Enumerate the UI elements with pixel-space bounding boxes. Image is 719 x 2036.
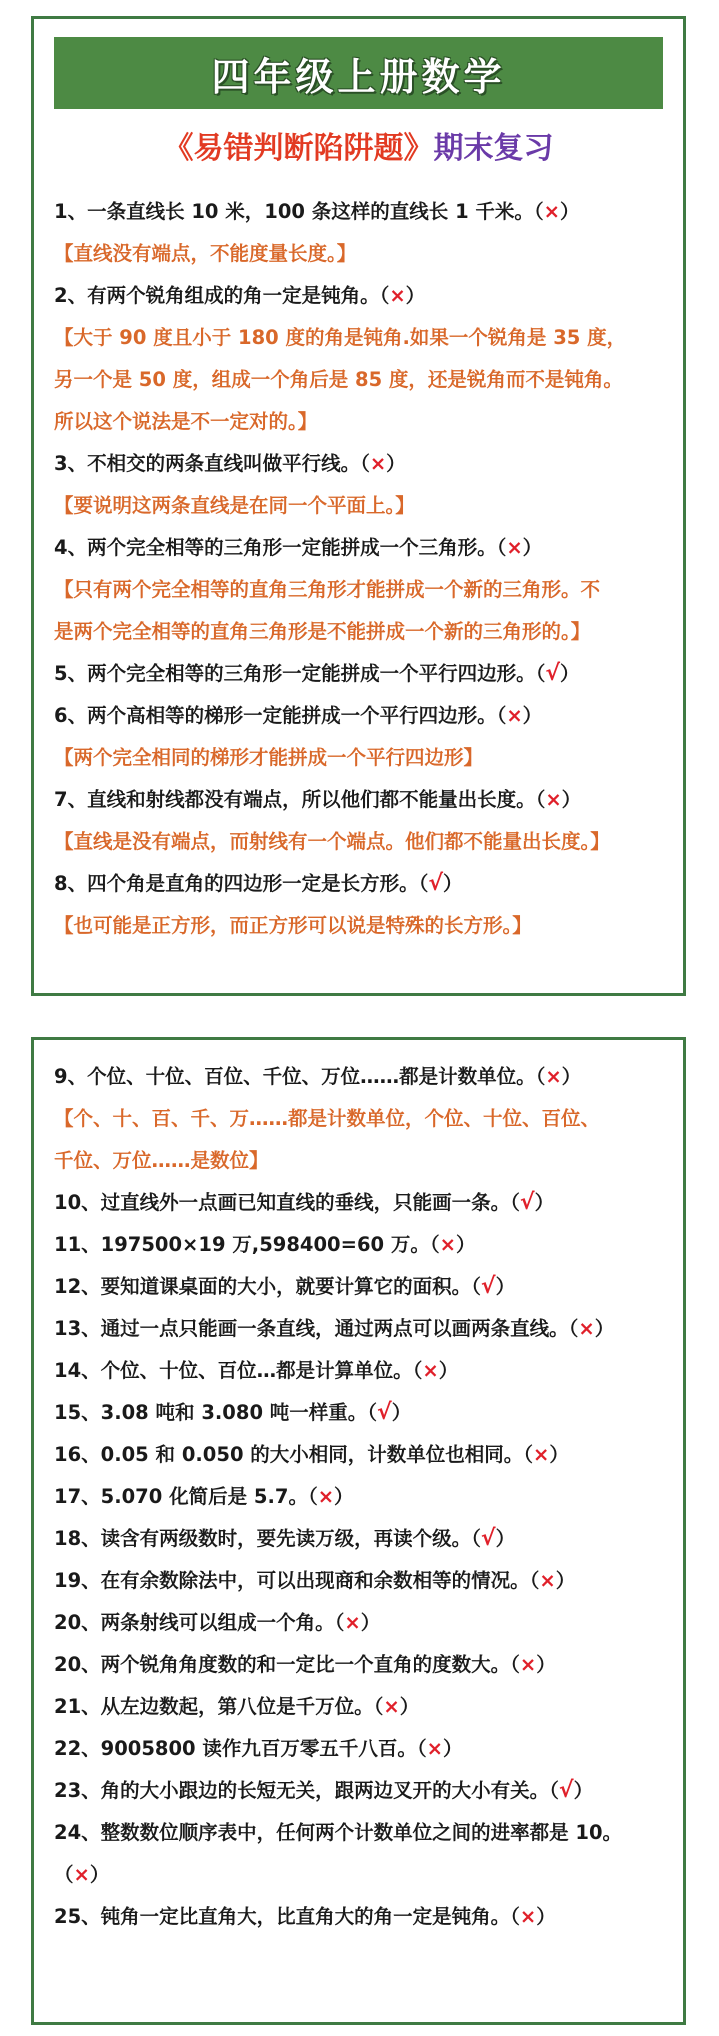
question-line	[54, 1732, 665, 1766]
question-text: 3、不相交的两条直线叫做平行线。（	[54, 452, 370, 475]
question-text: 12、要知道课桌面的大小，就要计算它的面积。（	[54, 1275, 481, 1298]
question-text: 8、四个角是直角的四边形一定是长方形。（	[54, 872, 429, 895]
explanation-line	[54, 321, 665, 355]
check-mark-icon: √	[480, 1274, 496, 1299]
question-text: 20、两个锐角角度数的和一定比一个直角的度数大。（	[54, 1653, 520, 1676]
explanation-line	[54, 363, 665, 397]
question-text: 24、整数数位顺序表中，任何两个计数单位之间的进率都是 10。	[54, 1821, 623, 1844]
cross-mark-icon: ×	[506, 536, 523, 559]
question-text: 20、两条射线可以组成一个角。（	[54, 1611, 345, 1634]
question-text: 22、9005800 读作九百万零五千八百。（	[54, 1737, 427, 1760]
closing-paren: ）	[536, 1653, 556, 1676]
question-text: 11、197500×19 万,598400=60 万。（	[54, 1233, 440, 1256]
question-text: 21、从左边数起，第八位是千万位。（	[54, 1695, 384, 1718]
question-text: 13、通过一点只能画一条直线，通过两点可以画两条直线。（	[54, 1317, 579, 1340]
check-mark-icon: √	[377, 1400, 392, 1425]
question-line	[54, 447, 665, 481]
question-line	[54, 1690, 665, 1724]
question-text: 2、有两个锐角组成的角一定是钝角。（	[54, 284, 390, 307]
question-line	[54, 1438, 665, 1472]
question-line	[54, 531, 665, 565]
closing-paren: ）	[495, 1527, 516, 1550]
explanation-line	[54, 573, 665, 607]
question-line	[54, 1774, 665, 1808]
explanation-line	[54, 615, 665, 649]
question-line	[54, 867, 665, 901]
question-text: 19、在有余数除法中，可以出现商和余数相等的情况。（	[54, 1569, 540, 1592]
closing-paren: ）	[522, 704, 543, 727]
explanation-text: 【个、十、百、千、万……都是计数单位，个位、十位、百位、	[54, 1107, 601, 1130]
question-line	[54, 1606, 665, 1640]
question-line	[54, 1900, 665, 1934]
question-line	[54, 1312, 665, 1346]
check-mark-icon: √	[480, 1526, 496, 1551]
explanation-line	[54, 909, 665, 943]
question-line	[54, 1228, 665, 1262]
closing-paren: ）	[594, 1317, 615, 1340]
question-text: 10、过直线外一点画已知直线的垂线，只能画一条。（	[54, 1191, 520, 1214]
section-card-2	[31, 1037, 686, 2025]
banner-title: 四年级上册数学	[211, 54, 506, 99]
question-text: 1、一条直线长 10 米，100 条这样的直线长 1 千米。（	[54, 200, 544, 223]
question-text: 16、0.05 和 0.050 的大小相同，计数单位也相同。（	[54, 1443, 534, 1466]
closing-paren: ）	[391, 1401, 412, 1424]
closing-paren: ）	[495, 1275, 516, 1298]
cross-mark-icon: ×	[73, 1863, 90, 1886]
explanation-text: 是两个完全相等的直角三角形是不能拼成一个新的三角形的。】	[54, 620, 591, 643]
explanation-text: 【两个完全相同的梯形才能拼成一个平行四边形】	[54, 746, 484, 769]
explanation-line	[54, 489, 665, 523]
explanation-line	[54, 1102, 665, 1136]
section-card-1	[31, 16, 686, 996]
question-line	[54, 1060, 665, 1094]
explanation-line	[54, 741, 665, 775]
question-line	[54, 195, 665, 229]
cross-mark-icon: ×	[506, 704, 523, 727]
question-text: 25、钝角一定比直角大，比直角大的角一定是钝角。（	[54, 1905, 520, 1928]
question-line	[54, 1354, 665, 1388]
closing-paren: ）	[561, 788, 582, 811]
cross-mark-icon: ×	[369, 452, 387, 475]
closing-paren: ）	[438, 1359, 459, 1382]
explanation-line	[54, 237, 665, 271]
cross-mark-icon: ×	[344, 1611, 361, 1634]
question-text: 6、两个高相等的梯形一定能拼成一个平行四边形。（	[54, 704, 507, 727]
closing-paren: ）	[560, 200, 580, 223]
cross-mark-icon: ×	[578, 1317, 595, 1340]
subtitle-red: 《易错判断陷阱题》	[163, 131, 434, 166]
cross-mark-icon: ×	[426, 1737, 443, 1760]
explanation-text: 另一个是 50 度，组成一个角后是 85 度，还是锐角而不是钝角。	[54, 368, 623, 391]
question-line	[54, 783, 665, 817]
question-line	[54, 1396, 665, 1430]
title-banner	[54, 37, 663, 109]
question-line	[54, 1522, 665, 1556]
check-mark-icon: √	[428, 871, 444, 896]
cross-mark-icon: ×	[545, 788, 562, 811]
closing-paren: ）	[455, 1233, 476, 1256]
question-line	[54, 1270, 665, 1304]
cross-mark-icon: ×	[389, 284, 406, 307]
explanation-line	[54, 1144, 665, 1178]
check-mark-icon: √	[545, 661, 561, 686]
question-line	[54, 1564, 665, 1598]
explanation-text: 【直线是没有端点，而射线有一个端点。他们都不能量出长度。】	[54, 830, 610, 853]
question-list-1	[54, 195, 665, 951]
question-line	[54, 1858, 665, 1892]
cross-mark-icon: ×	[383, 1695, 400, 1718]
question-list-2	[54, 1060, 665, 1942]
closing-paren: ）	[522, 536, 543, 559]
question-line	[54, 1186, 665, 1220]
question-line	[54, 1816, 665, 1850]
closing-paren: ）	[386, 452, 406, 475]
cross-mark-icon: ×	[545, 1065, 562, 1088]
question-line	[54, 1480, 665, 1514]
check-mark-icon: √	[558, 1778, 574, 1803]
question-line	[54, 279, 665, 313]
explanation-text: 【大于 90 度且小于 180 度的角是钝角.如果一个锐角是 35 度，	[54, 326, 627, 349]
check-mark-icon: √	[519, 1190, 535, 1215]
cross-mark-icon: ×	[519, 1653, 537, 1676]
closing-paren: ）	[89, 1863, 110, 1886]
explanation-line	[54, 405, 665, 439]
question-text: （	[54, 1863, 74, 1886]
cross-mark-icon: ×	[539, 1569, 556, 1592]
cross-mark-icon: ×	[439, 1233, 456, 1256]
explanation-text: 【要说明这两条直线是在同一个平面上。】	[54, 494, 415, 517]
question-line	[54, 1648, 665, 1682]
explanation-line	[54, 825, 665, 859]
question-text: 23、角的大小跟边的长短无关，跟两边叉开的大小有关。（	[54, 1779, 559, 1802]
question-text: 5、两个完全相等的三角形一定能拼成一个平行四边形。（	[54, 662, 546, 685]
subtitle-purple: 期末复习	[433, 131, 554, 166]
cross-mark-icon: ×	[519, 1905, 537, 1928]
closing-paren: ）	[560, 662, 580, 685]
closing-paren: ）	[405, 284, 426, 307]
explanation-text: 【也可能是正方形，而正方形可以说是特殊的长方形。】	[54, 914, 532, 937]
question-text: 15、3.08 吨和 3.080 吨一样重。（	[54, 1401, 378, 1424]
subtitle	[34, 123, 683, 167]
closing-paren: ）	[561, 1065, 582, 1088]
closing-paren: ）	[536, 1905, 556, 1928]
question-text: 17、5.070 化简后是 5.7。（	[54, 1485, 318, 1508]
cross-mark-icon: ×	[533, 1443, 550, 1466]
question-text: 9、个位、十位、百位、千位、万位……都是计数单位。（	[54, 1065, 546, 1088]
closing-paren: ）	[549, 1443, 569, 1466]
explanation-text: 所以这个说法是不一定对的。】	[54, 410, 318, 433]
cross-mark-icon: ×	[543, 200, 561, 223]
question-text: 7、直线和射线都没有端点，所以他们都不能量出长度。（	[54, 788, 546, 811]
closing-paren: ）	[443, 872, 463, 895]
explanation-text: 千位、万位……是数位】	[54, 1149, 269, 1172]
closing-paren: ）	[334, 1485, 354, 1508]
cross-mark-icon: ×	[317, 1485, 335, 1508]
question-text: 14、个位、十位、百位…都是计算单位。（	[54, 1359, 423, 1382]
closing-paren: ）	[443, 1737, 463, 1760]
closing-paren: ）	[360, 1611, 381, 1634]
question-line	[54, 699, 665, 733]
closing-paren: ）	[555, 1569, 576, 1592]
cross-mark-icon: ×	[422, 1359, 439, 1382]
question-text: 4、两个完全相等的三角形一定能拼成一个三角形。（	[54, 536, 507, 559]
question-text: 18、读含有两级数时，要先读万级，再读个级。（	[54, 1527, 481, 1550]
closing-paren: ）	[399, 1695, 420, 1718]
closing-paren: ）	[534, 1191, 555, 1214]
explanation-text: 【直线没有端点，不能度量长度。】	[54, 242, 357, 265]
question-line	[54, 657, 665, 691]
explanation-text: 【只有两个完全相等的直角三角形才能拼成一个新的三角形。不	[54, 578, 601, 601]
closing-paren: ）	[573, 1779, 594, 1802]
